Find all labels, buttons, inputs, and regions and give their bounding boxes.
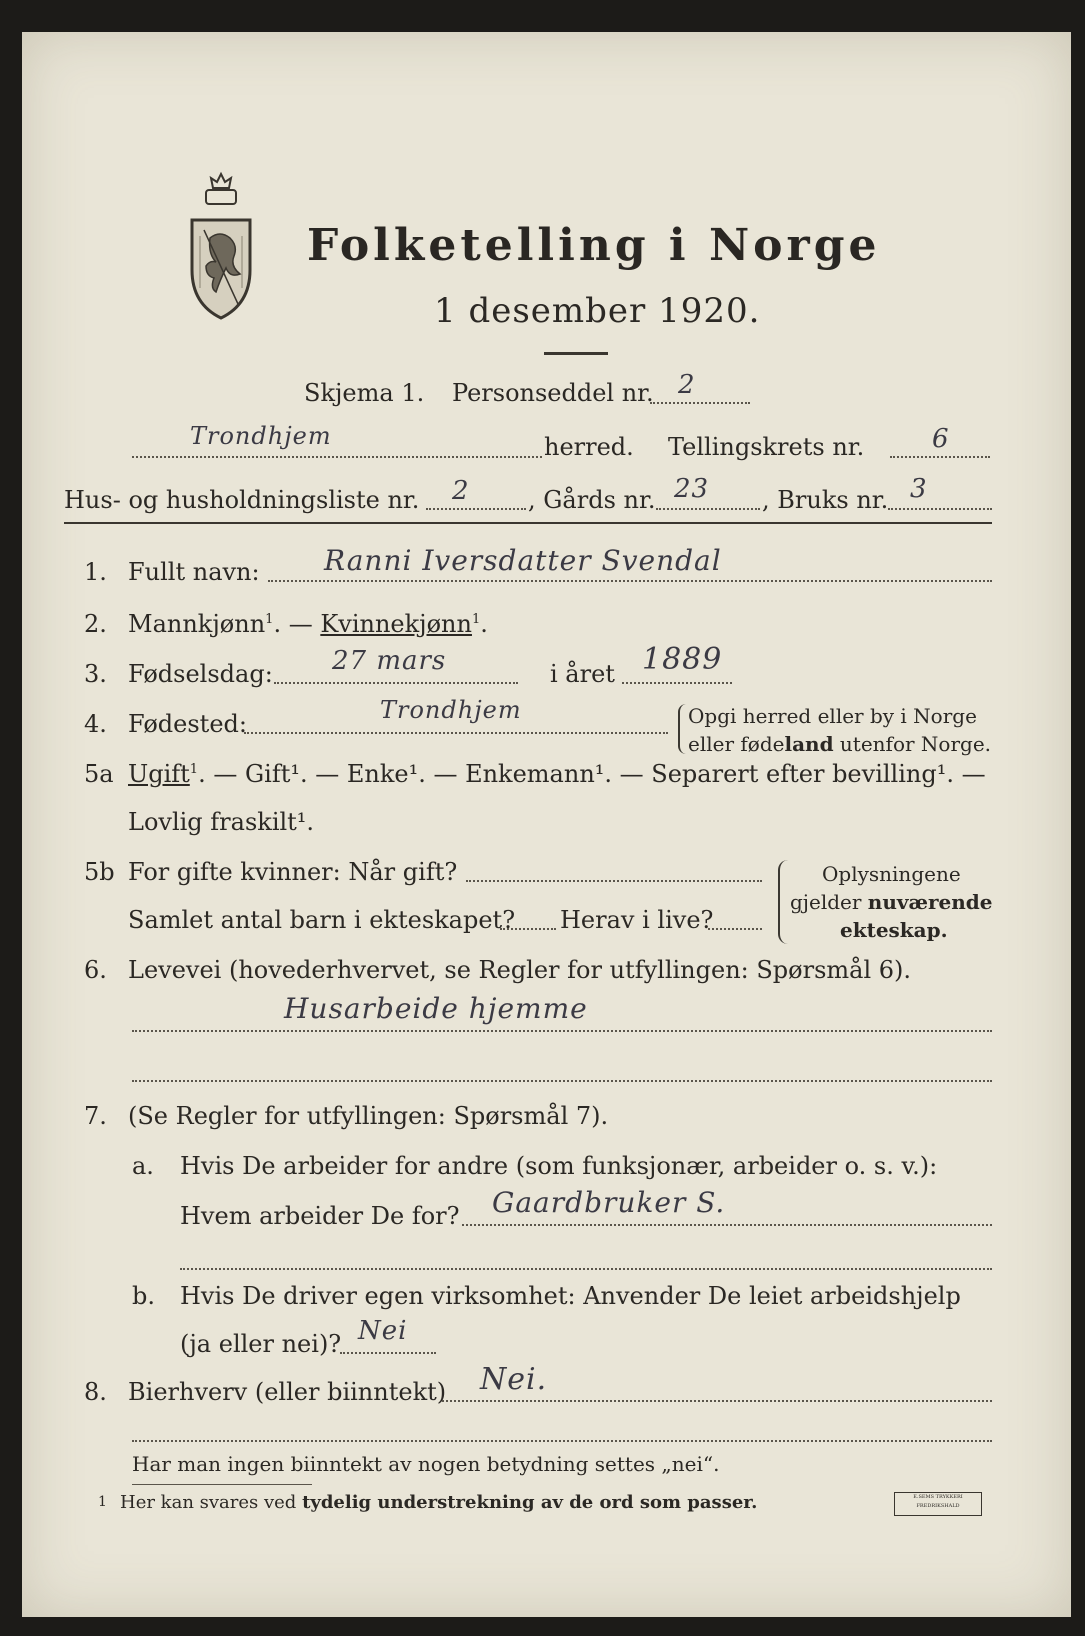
footnote-text: Her kan svares ved tydelig understrekning av de ord som passer. — [120, 1492, 758, 1513]
q5b-line2-b: Herav i live? — [560, 906, 714, 934]
q4-note-line1: Opgi herred eller by i Norge — [688, 704, 977, 728]
footnote-number: 1 — [98, 1494, 107, 1510]
q7a-line1: Hvis De arbeider for andre (som funksjonær, arbeider o. s. v.): — [180, 1152, 938, 1180]
census-date: 1 desember 1920. — [434, 291, 761, 331]
q1-label: Fullt navn: — [128, 558, 260, 586]
q3-aaret-label: i året — [550, 660, 615, 688]
q2-end: . — [480, 610, 488, 638]
q5a-line1: Ugift$^1$. — Gift¹. — Enke¹. — Enkemann¹. — Separert efter bevilling¹. — — [128, 760, 986, 788]
q4-number: 4. — [84, 710, 107, 738]
tellingskrets-dotted-line — [890, 456, 990, 458]
q5b-line2-a: Samlet antal barn i ekteskapet? — [128, 906, 516, 934]
q7b-value: Nei — [358, 1316, 408, 1346]
q7b-line1: Hvis De driver egen virksomhet: Anvender De leiet arbeidshjelp — [180, 1282, 961, 1310]
q5b-note-brace — [778, 860, 788, 944]
q7-label: (Se Regler for utfyllingen: Spørsmål 7). — [128, 1102, 609, 1130]
q8-value: Nei. — [480, 1362, 548, 1397]
q7b-line2: (ja eller nei)? — [180, 1330, 342, 1358]
personseddel-dotted-line — [650, 402, 750, 404]
q1-number: 1. — [84, 558, 107, 586]
hus-dotted-line — [426, 508, 526, 510]
q6-dotted-line-2 — [132, 1080, 992, 1082]
personseddel-label: Personseddel nr. — [452, 379, 654, 407]
gards-label: , Gårds nr. — [528, 486, 656, 514]
gards-dotted-line — [656, 508, 760, 510]
q8-number: 8. — [84, 1378, 107, 1406]
q8-label: Bierhverv (eller biinntekt) — [128, 1378, 447, 1406]
q7a-line2: Hvem arbeider De for? — [180, 1202, 460, 1230]
q5b-note3: ekteskap. — [840, 918, 948, 942]
q4-label: Fødested: — [128, 710, 247, 738]
q3-aaret-value: 1889 — [642, 642, 723, 677]
hus-value: 2 — [452, 476, 470, 506]
tellingskrets-value: 6 — [932, 424, 950, 454]
herred-dotted-line — [132, 456, 542, 458]
q4-note-brace — [678, 704, 686, 754]
q7b-dotted-line — [340, 1352, 436, 1354]
census-form-sheet — [22, 32, 1071, 1617]
bruks-value: 3 — [910, 474, 928, 504]
title-divider — [544, 352, 608, 355]
skjema-label: Skjema 1. — [304, 379, 425, 407]
footnote-divider — [132, 1484, 312, 1485]
q4-dotted-line — [244, 732, 668, 734]
q5b-live-dotted-line — [708, 928, 762, 930]
q3-label: Fødselsdag: — [128, 660, 273, 688]
herred-label: herred. — [544, 433, 634, 461]
q4-note-line2: eller fødeland utenfor Norge. — [688, 732, 992, 756]
q3-value: 27 mars — [332, 646, 447, 676]
q2-kvinne: Kvinnekjønn — [320, 610, 472, 638]
q2-number: 2. — [84, 610, 107, 638]
bruks-label: , Bruks nr. — [762, 486, 889, 514]
hus-label: Hus- og husholdningsliste nr. — [64, 486, 420, 514]
footer-note: Har man ingen biinntekt av nogen betydning settes „nei“. — [132, 1452, 720, 1476]
q5a-ugift: Ugift — [128, 760, 190, 788]
q1-dotted-line — [268, 580, 992, 582]
q5b-note1: Oplysningene — [822, 862, 961, 886]
q6-dotted-line-1 — [132, 1030, 992, 1032]
tellingskrets-label: Tellingskrets nr. — [668, 433, 865, 461]
gards-value: 23 — [674, 474, 710, 504]
q3-number: 3. — [84, 660, 107, 688]
q7a-value: Gaardbruker S. — [492, 1186, 726, 1219]
q5b-barn-dotted-line — [500, 928, 556, 930]
q5b-number: 5b — [84, 858, 115, 886]
form-title: Folketelling i Norge — [307, 220, 881, 271]
coat-of-arms-icon — [178, 170, 264, 322]
q2-sep: . — — [273, 610, 321, 638]
q3-aaret-dotted-line — [622, 682, 732, 684]
q8-dotted-line — [442, 1400, 992, 1402]
q6-value: Husarbeide hjemme — [284, 992, 588, 1025]
bruks-dotted-line — [888, 508, 992, 510]
herred-value: Trondhjem — [190, 422, 332, 450]
q2-mann: Mannkjønn — [128, 610, 266, 638]
q5a-number: 5a — [84, 760, 114, 788]
q8-dotted-line-2 — [132, 1440, 992, 1442]
q5a-line2: Lovlig fraskilt¹. — [128, 808, 315, 836]
q5b-line1: For gifte kvinner: Når gift? — [128, 858, 458, 886]
q5b-note2: gjelder nuværende — [790, 890, 993, 914]
q6-number: 6. — [84, 956, 107, 984]
q7-number: 7. — [84, 1102, 107, 1130]
q5b-naar-dotted-line — [466, 880, 762, 882]
q7a-letter: a. — [132, 1152, 154, 1180]
q3-dotted-line — [274, 682, 518, 684]
printer-stamp: E.SEMS TRYKKERI FREDRIKSHALD — [894, 1492, 982, 1516]
q6-label: Levevei (hovederhvervet, se Regler for utfyllingen: Spørsmål 6). — [128, 956, 912, 984]
q7b-letter: b. — [132, 1282, 155, 1310]
q7a-dotted-line-2 — [180, 1268, 992, 1270]
q2-options: Mannkjønn$^1$. — Kvinnekjønn$^1$. — [128, 610, 488, 638]
personseddel-value: 2 — [678, 370, 696, 400]
q1-value: Ranni Iversdatter Svendal — [324, 544, 722, 577]
q7a-dotted-line-1 — [462, 1224, 992, 1226]
q4-value: Trondhjem — [380, 696, 522, 724]
header-divider — [64, 522, 992, 524]
